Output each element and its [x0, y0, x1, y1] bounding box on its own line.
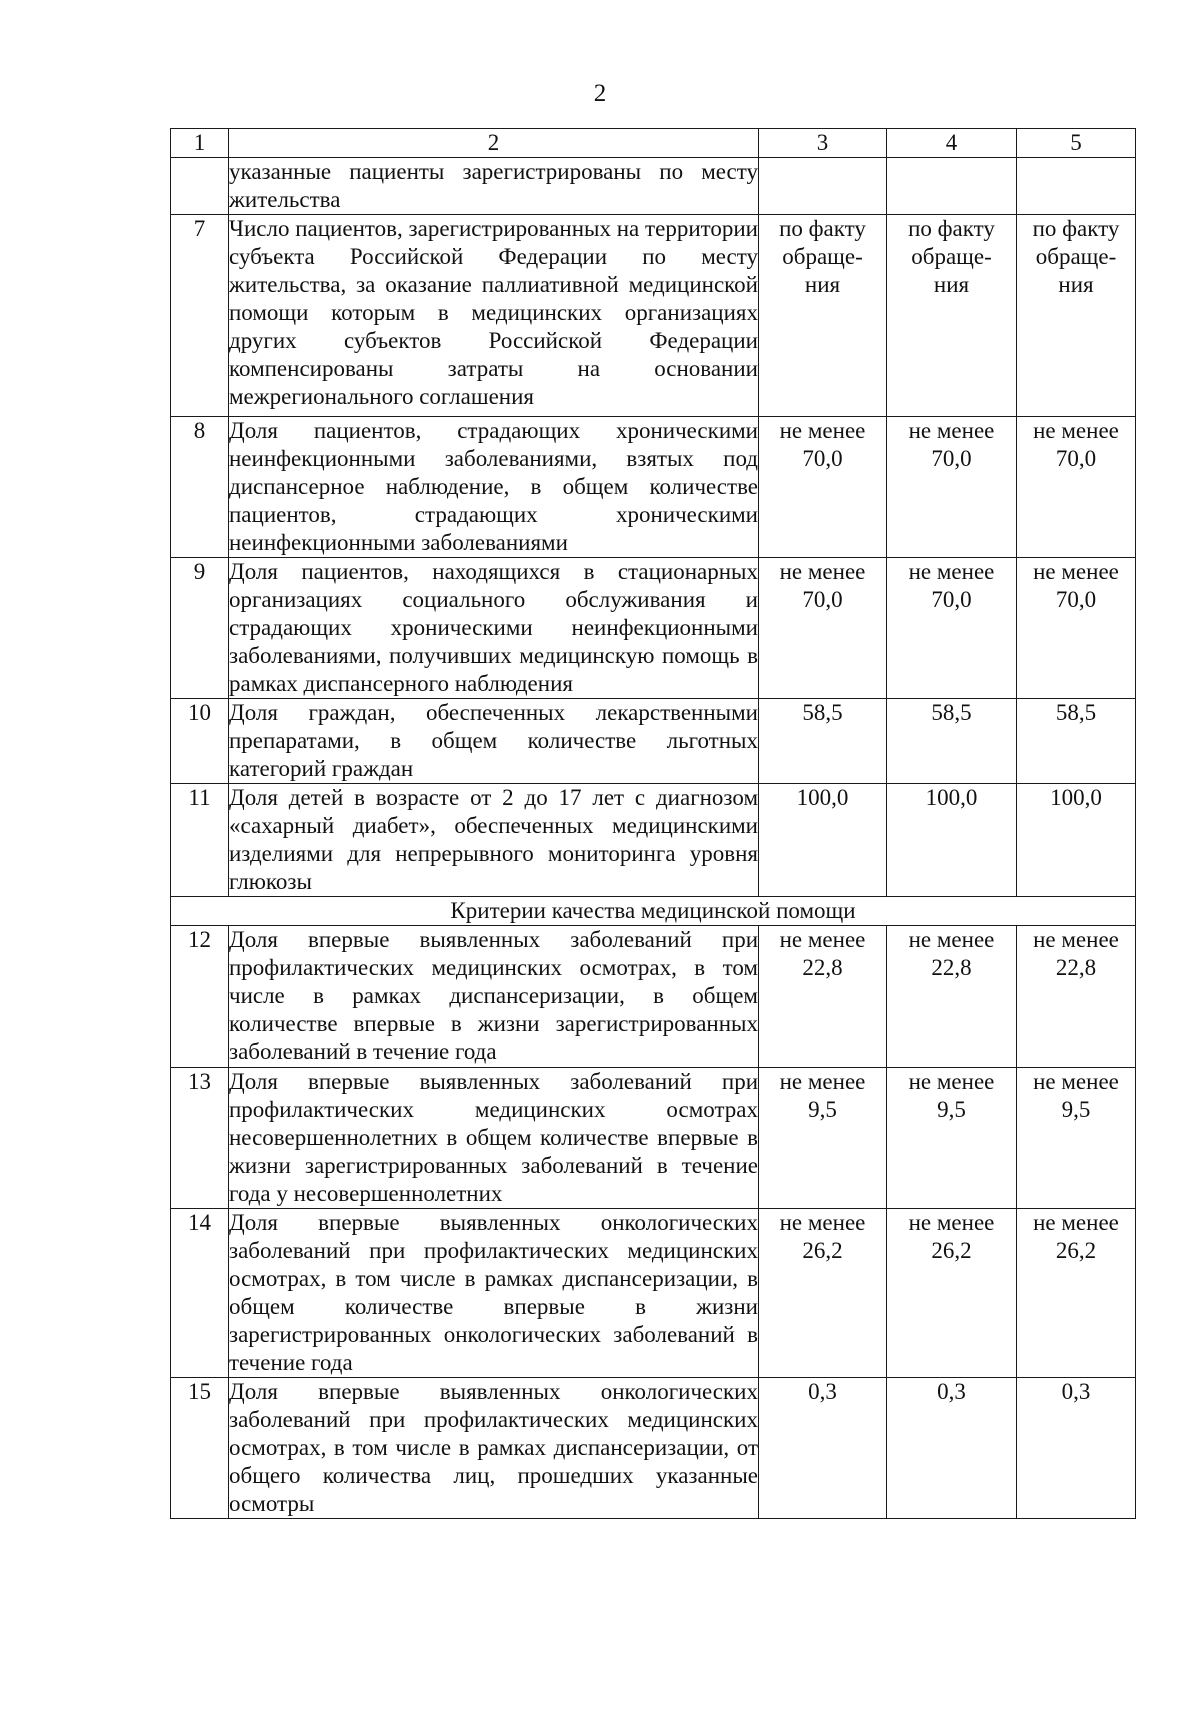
value-cell-col5	[1017, 699, 1136, 784]
value-text: 26,2	[802, 1238, 843, 1263]
value-cell-col5	[1017, 558, 1136, 699]
value-text: 58,5	[802, 700, 843, 725]
value-text: ния	[1058, 272, 1094, 297]
value-text: по факту	[1032, 216, 1120, 241]
header-cell-4: 4	[887, 129, 1017, 158]
value-text: 9,5	[937, 1097, 966, 1122]
criterion-description: Доля впервые выявленных онкологических заболеваний при профилактических медицинских осмотрах, в том числе в рамках диспансеризации, в общем количестве впервые в жизни зарегистрированных онкологических заболеваний в течение года	[229, 1209, 759, 1378]
value-cell-col4	[887, 558, 1017, 699]
section-header-row	[171, 897, 1136, 926]
row-number: 11	[171, 784, 229, 897]
value-text: 0,3	[808, 1379, 837, 1404]
criterion-description: Доля граждан, обеспеченных лекарственными препаратами, в общем количестве льготных категорий граждан	[229, 699, 759, 784]
value-text: не менее	[908, 1210, 995, 1235]
row-number: 14	[171, 1209, 229, 1378]
value-text: 22,8	[931, 955, 972, 980]
criterion-description: Доля впервые выявленных заболеваний при профилактических медицинских осмотрах, в том числе в рамках диспансеризации, в общем количестве впервые в жизни зарегистрированных заболеваний в течение года	[229, 926, 759, 1068]
page-number: 2	[593, 80, 607, 107]
value-text: 100,0	[796, 785, 849, 810]
value-text: не менее	[1033, 1210, 1119, 1235]
value-text: 70,0	[931, 587, 972, 612]
header-cell-5: 5	[1017, 129, 1136, 158]
value-text: обраще-	[911, 244, 992, 269]
value-text: не менее	[1033, 927, 1119, 952]
table-header-row	[171, 129, 1136, 158]
value-text: 26,2	[1055, 1238, 1097, 1263]
table-row	[171, 699, 1136, 784]
value-text: обраще-	[782, 244, 863, 269]
value-cell-col3	[759, 1378, 887, 1519]
header-cell-3: 3	[759, 129, 887, 158]
value-text: не менее	[779, 418, 866, 443]
value-text: 100,0	[1050, 785, 1102, 810]
row-number: 7	[171, 215, 229, 417]
value-cell-col4	[887, 699, 1017, 784]
table-row	[171, 1378, 1136, 1519]
value-cell-col4	[887, 215, 1017, 417]
value-text: 70,0	[1055, 446, 1097, 471]
value-cell-col3	[759, 558, 887, 699]
row-number: 15	[171, 1378, 229, 1519]
criteria-table	[170, 128, 1136, 1519]
value-text: 26,2	[931, 1238, 972, 1263]
table-row	[171, 558, 1136, 699]
table-row	[171, 1209, 1136, 1378]
value-cell-col4	[887, 158, 1017, 215]
table-row	[171, 417, 1136, 558]
value-cell-col5	[1017, 1209, 1136, 1378]
value-text: 70,0	[1055, 587, 1097, 612]
row-number: 13	[171, 1068, 229, 1209]
value-text: не менее	[779, 1210, 866, 1235]
value-cell-col4	[887, 417, 1017, 558]
value-cell-col5	[1017, 158, 1136, 215]
value-text: ния	[804, 272, 841, 297]
table-row	[171, 926, 1136, 1068]
value-cell-col4	[887, 1378, 1017, 1519]
criterion-description: Доля детей в возрасте от 2 до 17 лет с диагнозом «сахарный диабет», обеспеченных медицинскими изделиями для непрерывного мониторинга уровня глюкозы	[229, 784, 759, 897]
value-text: обраще-	[1035, 244, 1117, 269]
value-cell-col5	[1017, 417, 1136, 558]
value-text: 70,0	[802, 587, 843, 612]
value-text: не менее	[779, 927, 866, 952]
row-number: 8	[171, 417, 229, 558]
table-row	[171, 784, 1136, 897]
value-cell-col5	[1017, 1378, 1136, 1519]
row-number: 10	[171, 699, 229, 784]
value-text: 70,0	[802, 446, 843, 471]
value-text: не менее	[1033, 559, 1119, 584]
value-text: не менее	[908, 927, 995, 952]
value-text: по факту	[908, 216, 995, 241]
value-cell-col5	[1017, 215, 1136, 417]
value-text: не менее	[908, 559, 995, 584]
value-text: не менее	[779, 1069, 866, 1094]
criterion-description: Доля впервые выявленных онкологических заболеваний при профилактических медицинских осмотрах, в том числе в рамках диспансеризации, от общего количества лиц, прошедших указанные осмотры	[229, 1378, 759, 1519]
table-row	[171, 215, 1136, 417]
value-cell-col5	[1017, 784, 1136, 897]
value-text: не менее	[779, 559, 866, 584]
value-text: 9,5	[808, 1097, 837, 1122]
criterion-description: Доля пациентов, находящихся в стационарных организациях социального обслуживания и страдающих хроническими неинфекционными заболеваниями, получивших медицинскую помощь в рамках диспансерного наблюдения	[229, 558, 759, 699]
table-row	[171, 158, 1136, 215]
value-cell-col5	[1017, 1068, 1136, 1209]
value-text: 9,5	[1061, 1097, 1091, 1122]
value-cell-col5	[1017, 926, 1136, 1068]
criterion-description: указанные пациенты зарегистрированы по месту жительства	[229, 158, 759, 215]
value-text: 22,8	[1055, 955, 1097, 980]
value-cell-col4	[887, 1068, 1017, 1209]
header-cell-2: 2	[229, 129, 759, 158]
section-title: Критерии качества медицинской помощи	[171, 897, 1136, 926]
value-text: 58,5	[1055, 700, 1097, 725]
value-cell-col3	[759, 784, 887, 897]
value-cell-col3	[759, 699, 887, 784]
value-text: 0,3	[937, 1379, 966, 1404]
value-cell-col4	[887, 784, 1017, 897]
value-cell-col3	[759, 215, 887, 417]
value-cell-col3	[759, 158, 887, 215]
value-cell-col3	[759, 926, 887, 1068]
value-text: по факту	[779, 216, 866, 241]
value-text: не менее	[908, 418, 995, 443]
table-row	[171, 1068, 1136, 1209]
row-number: 9	[171, 558, 229, 699]
value-text: не менее	[1033, 1069, 1119, 1094]
value-cell-col3	[759, 417, 887, 558]
row-number	[171, 158, 229, 215]
value-text: 70,0	[931, 446, 972, 471]
value-cell-col4	[887, 1209, 1017, 1378]
value-text: ния	[933, 272, 970, 297]
value-text: 58,5	[931, 700, 972, 725]
value-cell-col3	[759, 1068, 887, 1209]
value-cell-col3	[759, 1209, 887, 1378]
value-text: не менее	[1033, 418, 1119, 443]
criterion-description: Доля впервые выявленных заболеваний при профилактических медицинских осмотрах несовершеннолетних в общем количестве впервые в жизни зарегистрированных заболеваний в течение года у несовершеннолетних	[229, 1068, 759, 1209]
value-text: 100,0	[925, 785, 978, 810]
criterion-description: Доля пациентов, страдающих хроническими неинфекционными заболеваниями, взятых под диспансерное наблюдение, в общем количестве пациентов, страдающих хроническими неинфекционными заболеваниями	[229, 417, 759, 558]
criterion-description: Число пациентов, зарегистрированных на территории субъекта Российской Федерации по месту жительства, за оказание паллиативной медицинской помощи которым в медицинских организациях других субъектов Российской Федерации компенсированы затраты на основании межрегионального соглашения	[229, 215, 759, 417]
row-number: 12	[171, 926, 229, 1068]
value-text: не менее	[908, 1069, 995, 1094]
value-text: 22,8	[802, 955, 843, 980]
value-text: 0,3	[1061, 1379, 1091, 1404]
header-cell-1: 1	[171, 129, 229, 158]
value-cell-col4	[887, 926, 1017, 1068]
